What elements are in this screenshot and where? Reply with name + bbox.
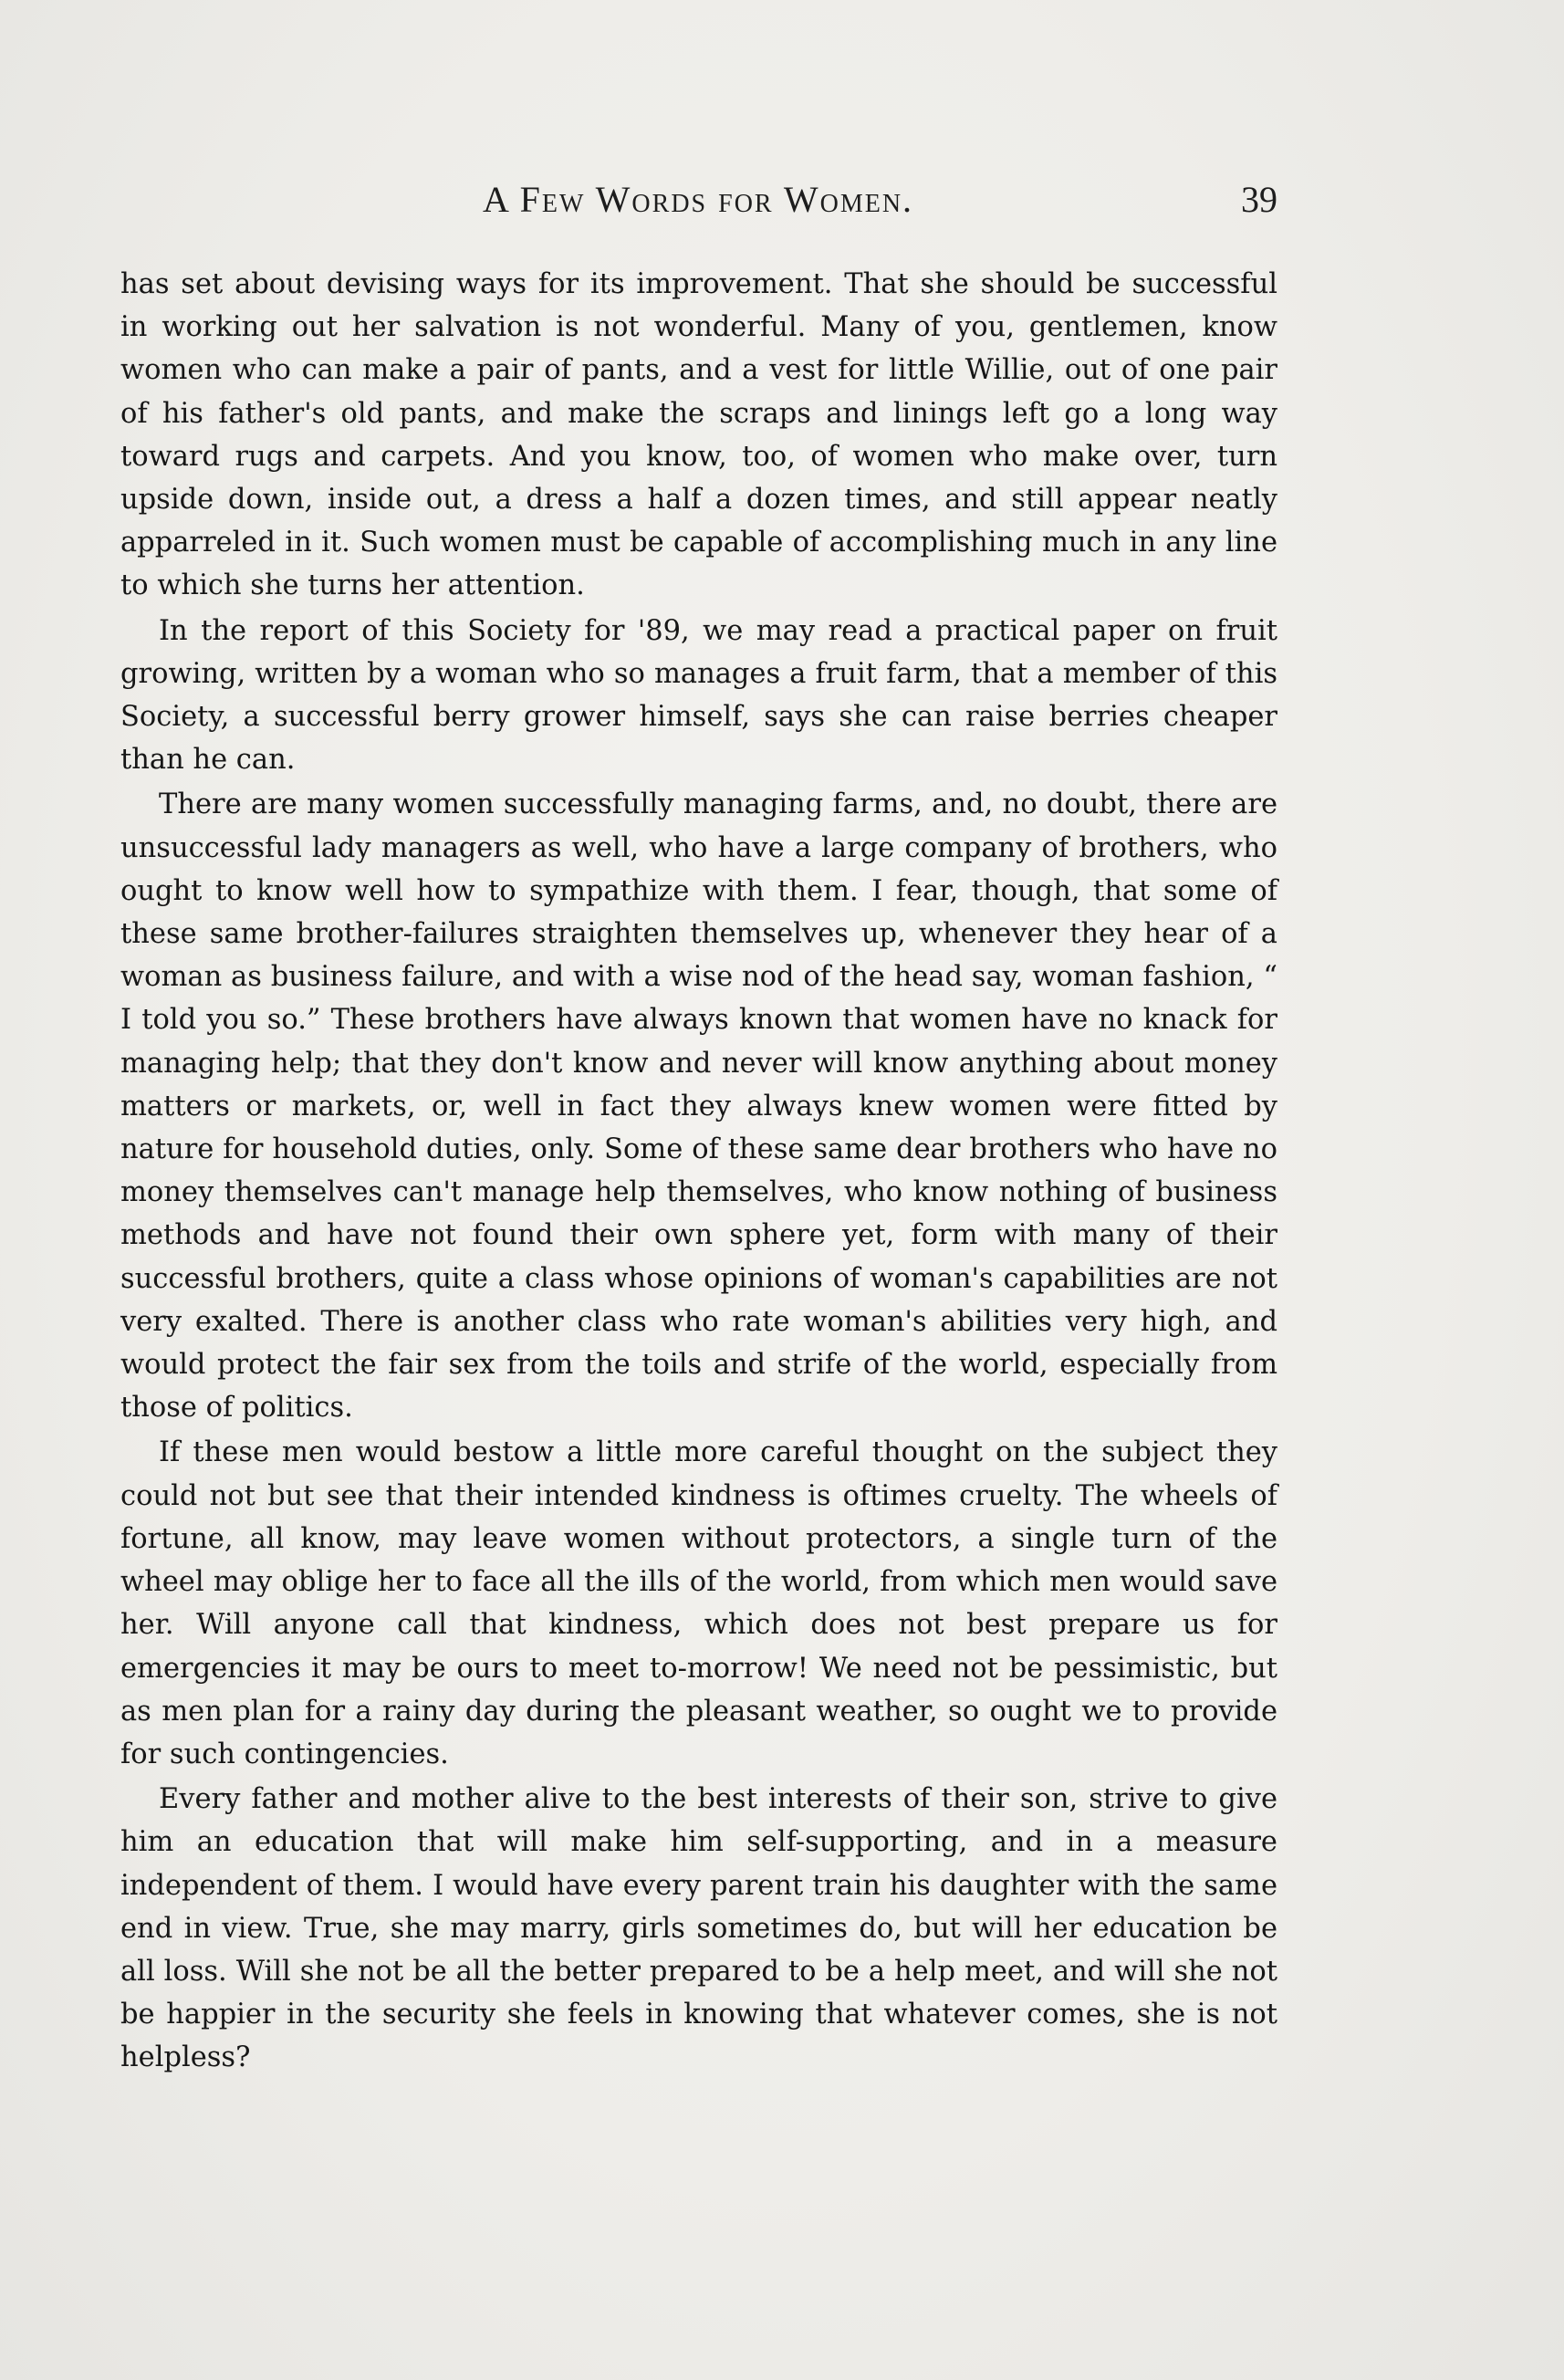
page-number: 39 [1241,179,1277,220]
running-title: A Few Words for Women. [482,179,914,220]
paragraph: There are many women successfully managing farms, and, no doubt, there are unsuccessful lady managers as well, who have a large company of brothers, who ought to know well how to sympathize with them. I fear, though, that some of these same brother-failures straighten themselves up, whenever they hear of a woman as business failure, and with a wise nod of the head say, woman fashion, “ I told you so.” These brothers have always known that women have no knack for managing help; that they don't know and never will know anything about money matters or markets, or, well in fact they always knew women were fitted by nature for household duties, only. Some of these same dear brothers who have no money themselves can't manage help themselves, who know nothing of business methods and have not found their own sphere yet, form with many of their successful brothers, quite a class whose opinions of woman's capabilities are not very exalted. There is another class who rate woman's abilities very high, and would protect the fair sex from the toils and strife of the world, especially from those of politics. [120,788,1277,1425]
paragraph: has set about devising ways for its improvement. That she should be successful in working out her salvation is not wonderful. Many of you, gentlemen, know women who can make a pair of pants, and a vest for little Willie, out of one pair of his father's old pants, and make the scraps and linings left go a long way toward rugs and carpets. And you know, too, of women who make over, turn upside down, inside out, a dress a half a dozen times, and still appear neatly apparreled in it. Such women must be capable of accomplishing much in any line to which she turns her attention. [120,268,1277,602]
paragraph: If these men would bestow a little more careful thought on the subject they could not but see that their intended kindness is oftimes cruelty. The wheels of fortune, all know, may leave women without protectors, a single turn of the wheel may oblige her to face all the ills of the world, from which men would save her. Will anyone call that kindness, which does not best prepare us for emergencies it may be ours to meet to-morrow! We need not be pessimistic, but as men plan for a rainy day during the pleasant weather, so ought we to provide for such contingencies. [120,1436,1277,1770]
paragraph: Every father and mother alive to the best interests of their son, strive to give him an education that will make him self-supporting, and in a measure independent of them. I would have every parent train his daughter with the same end in view. True, she may marry, girls sometimes do, but will her education be all loss. Will she not be all the better prepared to be a help meet, and will she not be happier in the security she feels in knowing that whatever comes, she is not helpless? [120,1783,1277,2074]
body-text [120,263,1277,2080]
paragraph: In the report of this Society for '89, we may read a practical paper on fruit growing, written by a woman who so manages a fruit farm, that a member of this Society, a successful berry grower himself, says she can raise berries cheaper than he can. [120,614,1277,777]
page-header [119,178,1277,233]
